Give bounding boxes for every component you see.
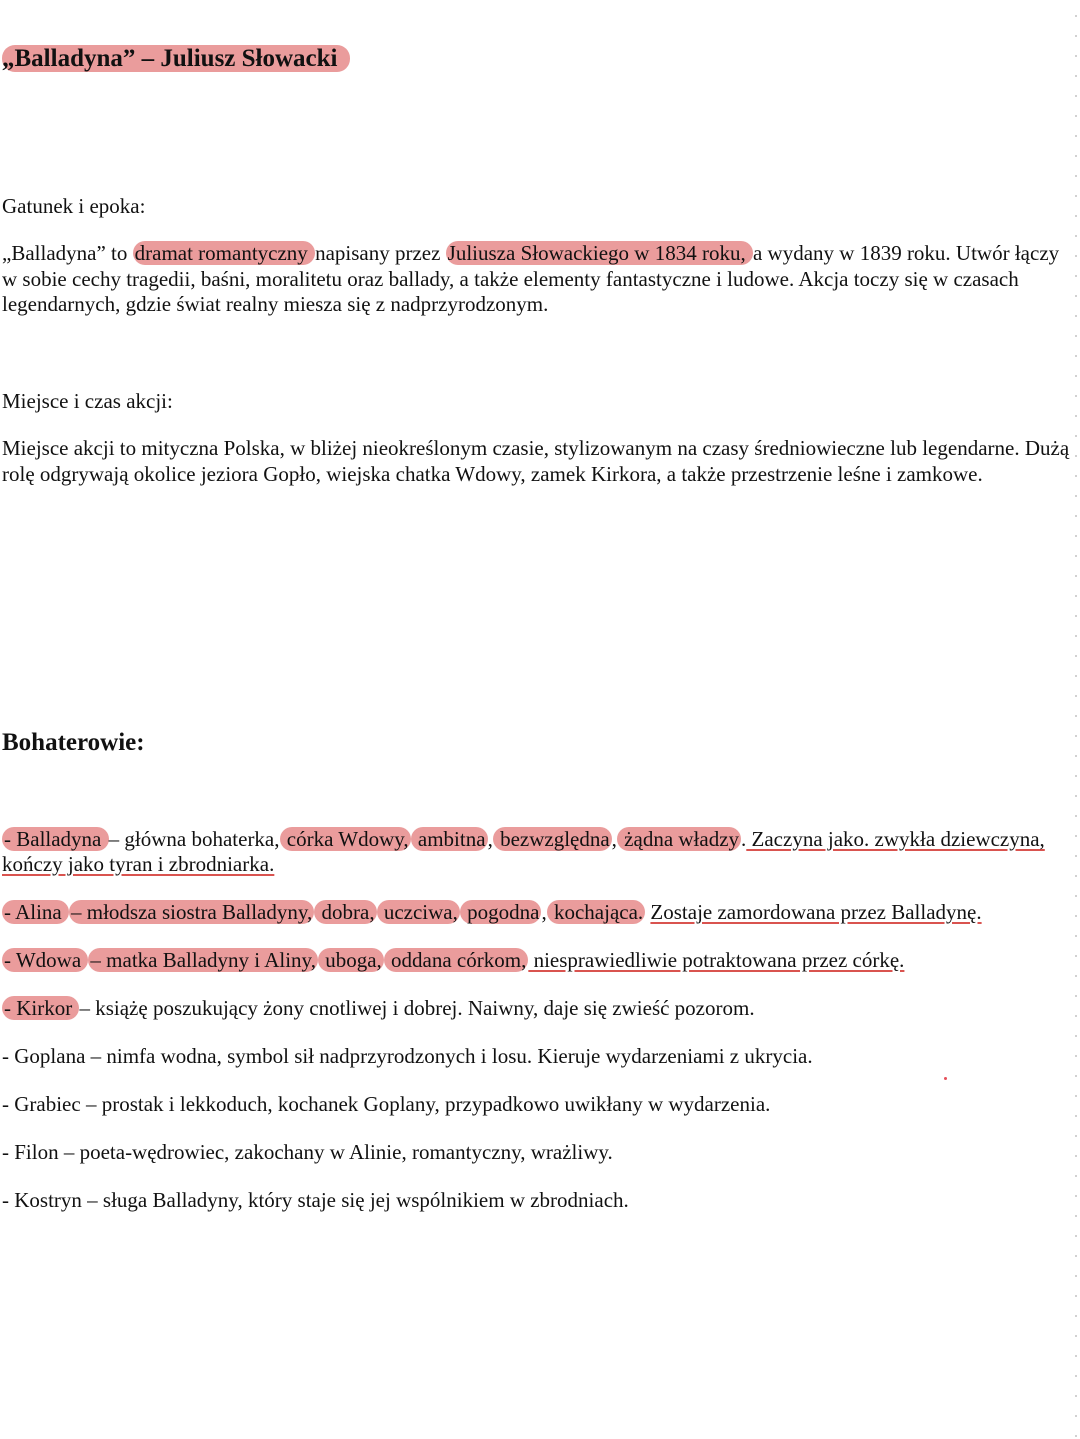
section-label-genre: Gatunek i epoka:: [2, 194, 146, 218]
underlined-note: Zaczyna jako. zwykła dziewczyna, kończy jako tyran i zbrodniarka.: [2, 827, 1045, 876]
highlight-author-year: Juliusza Słowackiego w 1834 roku,: [447, 241, 751, 265]
title-highlight: „Balladyna” – Juliusz Słowacki: [2, 45, 350, 72]
hero-name: - Balladyna: [4, 827, 107, 851]
page-title: [2, 42, 350, 76]
ink-dot: [944, 1077, 947, 1080]
hero-grabiec: - Grabiec – prostak i lekkoduch, kochanek Goplany, przypadkowo uwikłany w wydarzenia.: [2, 1092, 771, 1116]
underlined-note: niesprawiedliwie potraktowana przez córkę.: [528, 948, 905, 972]
heroes-heading: Bohaterowie:: [2, 729, 145, 756]
highlight-genre: dramat romantyczny: [134, 241, 314, 265]
hero-name: - Kirkor: [4, 996, 78, 1020]
section-label-setting: Miejsce i czas akcji:: [2, 389, 173, 413]
hero-name: - Wdowa: [4, 948, 87, 972]
hero-wdowa: - Wdowa – matka Balladyny i Aliny, uboga, oddana córkom, niesprawiedliwie potraktowana przez córkę.: [4, 948, 905, 972]
paragraph-genre: „Balladyna” to dramat romantyczny napisany przez Juliusza Słowackiego w 1834 roku, a wydany w 1839 roku. Utwór łączy w sobie cechy tragedii, baśni, moralitetu oraz ballady, a także elementy fantastyczne i ludowe. Akcja toczy się w czasach legendarnych, gdzie świat realny miesza się z nadprzyrodzonym.: [2, 241, 1060, 316]
hero-balladyna: - Balladyna – główna bohaterka, córka Wdowy, ambitna, bezwzględna, żądna władzy. Zaczyna jako. zwykła dziewczyna, kończy jako tyran i zbrodniarka.: [2, 827, 1045, 876]
hero-filon: - Filon – poeta-wędrowiec, zakochany w Alinie, romantyczny, wrażliwy.: [2, 1140, 613, 1164]
paragraph-setting: Miejsce akcji to mityczna Polska, w bliżej nieokreślonym czasie, stylizowanym na czasy średniowieczne lub legendarne. Dużą rolę odgrywają okolice jeziora Gopło, wiejska chatka Wdowy, zamek Kirkora, a także przestrzenie leśne i zamkowe.: [2, 436, 1070, 486]
hero-goplana: - Goplana – nimfa wodna, symbol sił nadprzyrodzonych i losu. Kieruje wydarzeniami z ukrycia.: [2, 1044, 813, 1068]
page-edge-dots: [1072, 0, 1080, 1439]
hero-name: - Alina: [4, 900, 67, 924]
hero-kirkor: - Kirkor – książę poszukujący żony cnotliwej i dobrej. Naiwny, daje się zwieść pozorom.: [4, 996, 755, 1020]
hero-alina: - Alina – młodsza siostra Balladyny, dobra, uczciwa, pogodna, kochająca. Zostaje zamordowana przez Balladynę.: [4, 900, 982, 924]
underlined-note: Zostaje zamordowana przez Balladynę.: [650, 900, 982, 924]
hero-kostryn: - Kostryn – sługa Balladyny, który staje się jej wspólnikiem w zbrodniach.: [2, 1188, 629, 1212]
